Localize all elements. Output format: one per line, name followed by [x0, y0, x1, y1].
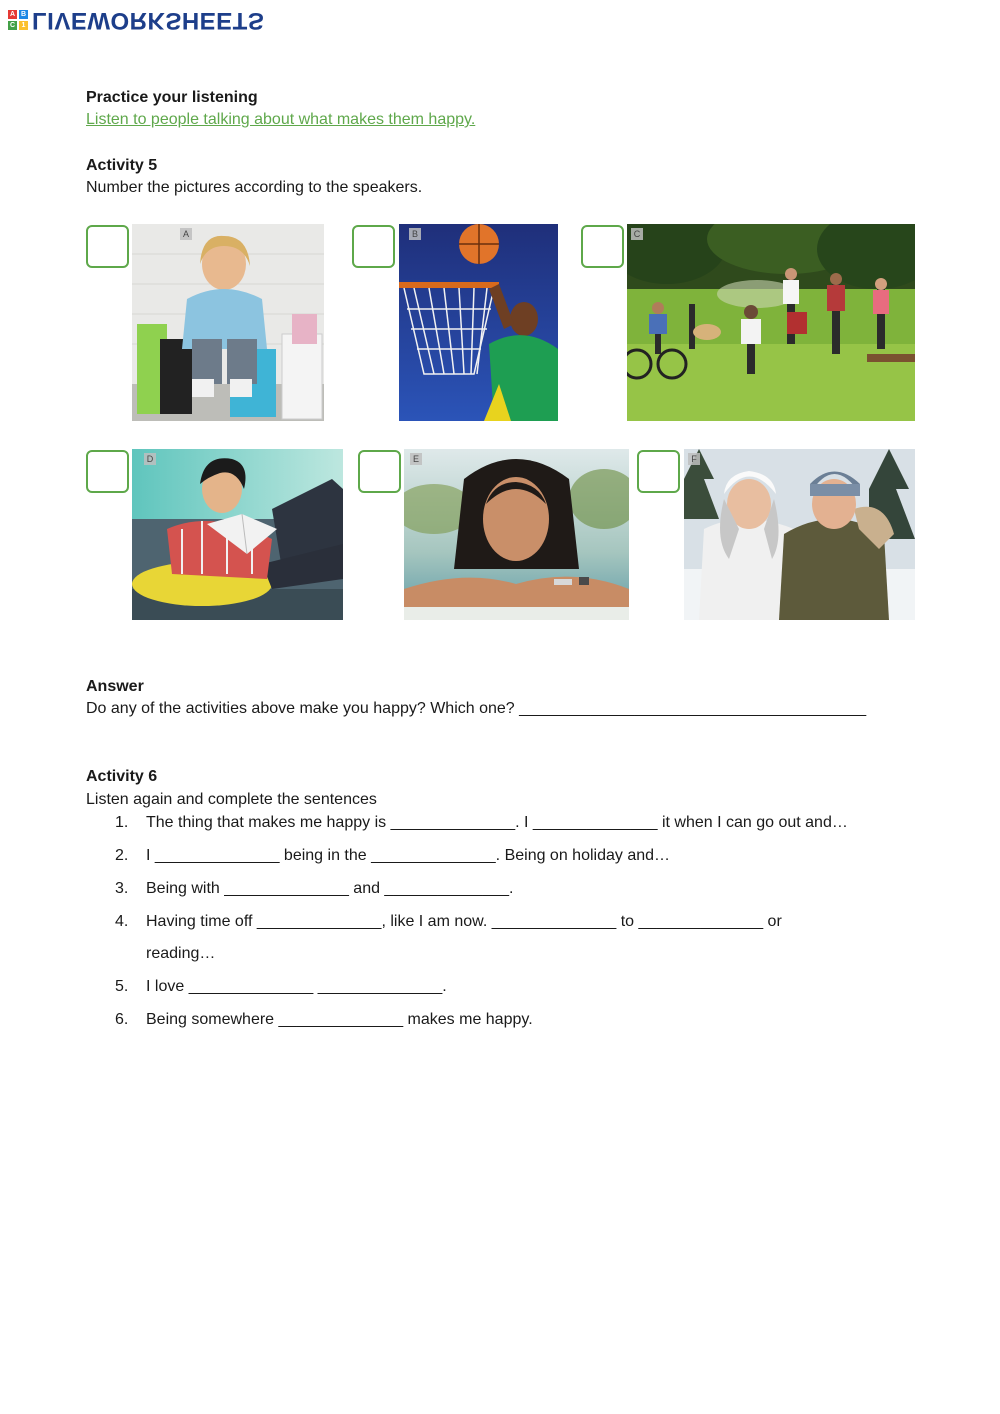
shopping-girl-image: [132, 224, 324, 421]
logo-block: C: [9, 22, 16, 29]
listening-link[interactable]: Listen to people talking about what makes them happy.: [86, 111, 476, 128]
item-number: 3.: [115, 880, 129, 897]
picture-f-letter: F: [688, 453, 700, 465]
picture-d: [132, 449, 343, 620]
answer-box-e[interactable]: [358, 450, 401, 493]
liveworksheets-logo: [8, 6, 264, 34]
answer-box-a[interactable]: [86, 225, 129, 268]
answer-box-b[interactable]: [352, 225, 395, 268]
picture-a-letter: A: [180, 228, 192, 240]
activity5-heading: Activity 5: [86, 157, 158, 174]
item-number: 5.: [115, 978, 129, 995]
item-number: 2.: [115, 847, 129, 864]
item-number: 1.: [115, 814, 129, 831]
sentence-3[interactable]: Being with ______________ and ______________.: [146, 880, 514, 897]
picture-b: [399, 224, 558, 421]
activity6-heading: Activity 6: [86, 768, 158, 785]
picture-b-letter: B: [409, 228, 421, 240]
reading-boy-image: [132, 449, 343, 620]
picture-d-letter: D: [144, 453, 156, 465]
answer-box-d[interactable]: [86, 450, 129, 493]
answer-heading: Answer: [86, 678, 144, 695]
picture-e: [404, 449, 629, 620]
park-picnic-image: [627, 224, 915, 421]
answer-box-f[interactable]: [637, 450, 680, 493]
logo-block: B: [20, 11, 27, 18]
answer-question[interactable]: Do any of the activities above make you happy? Which one? _______________________________________: [86, 700, 867, 717]
sentence-6[interactable]: Being somewhere ______________ makes me happy.: [146, 1011, 533, 1028]
sentence-5[interactable]: I love ______________ ______________.: [146, 978, 447, 995]
activity6-instruction: Listen again and complete the sentences: [86, 791, 377, 808]
basketball-image: [399, 224, 558, 421]
snow-couple-image: [684, 449, 915, 620]
logo-text: LIVEWORKSHEETS: [32, 7, 265, 34]
sentence-1[interactable]: The thing that makes me happy is ______________. I ______________ it when I can go out and…: [146, 814, 848, 831]
activity5-instruction: Number the pictures according to the speakers.: [86, 179, 423, 196]
picture-f: [684, 449, 915, 620]
picture-e-letter: E: [410, 453, 422, 465]
picture-c-letter: C: [631, 228, 643, 240]
logo-blocks-icon: [8, 10, 28, 30]
item-number: 4.: [115, 913, 129, 930]
answer-box-c[interactable]: [581, 225, 624, 268]
pool-woman-image: [404, 449, 629, 620]
logo-block: A: [9, 11, 16, 18]
logo-block: 1: [19, 21, 28, 30]
picture-c: [627, 224, 915, 421]
practice-heading: Practice your listening: [86, 89, 258, 106]
sentence-4-continued: reading…: [146, 945, 216, 962]
sentence-4[interactable]: Having time off ______________, like I am now. ______________ to ______________ or: [146, 913, 782, 930]
sentence-2[interactable]: I ______________ being in the ______________. Being on holiday and…: [146, 847, 671, 864]
picture-a: [132, 224, 324, 421]
item-number: 6.: [115, 1011, 129, 1028]
